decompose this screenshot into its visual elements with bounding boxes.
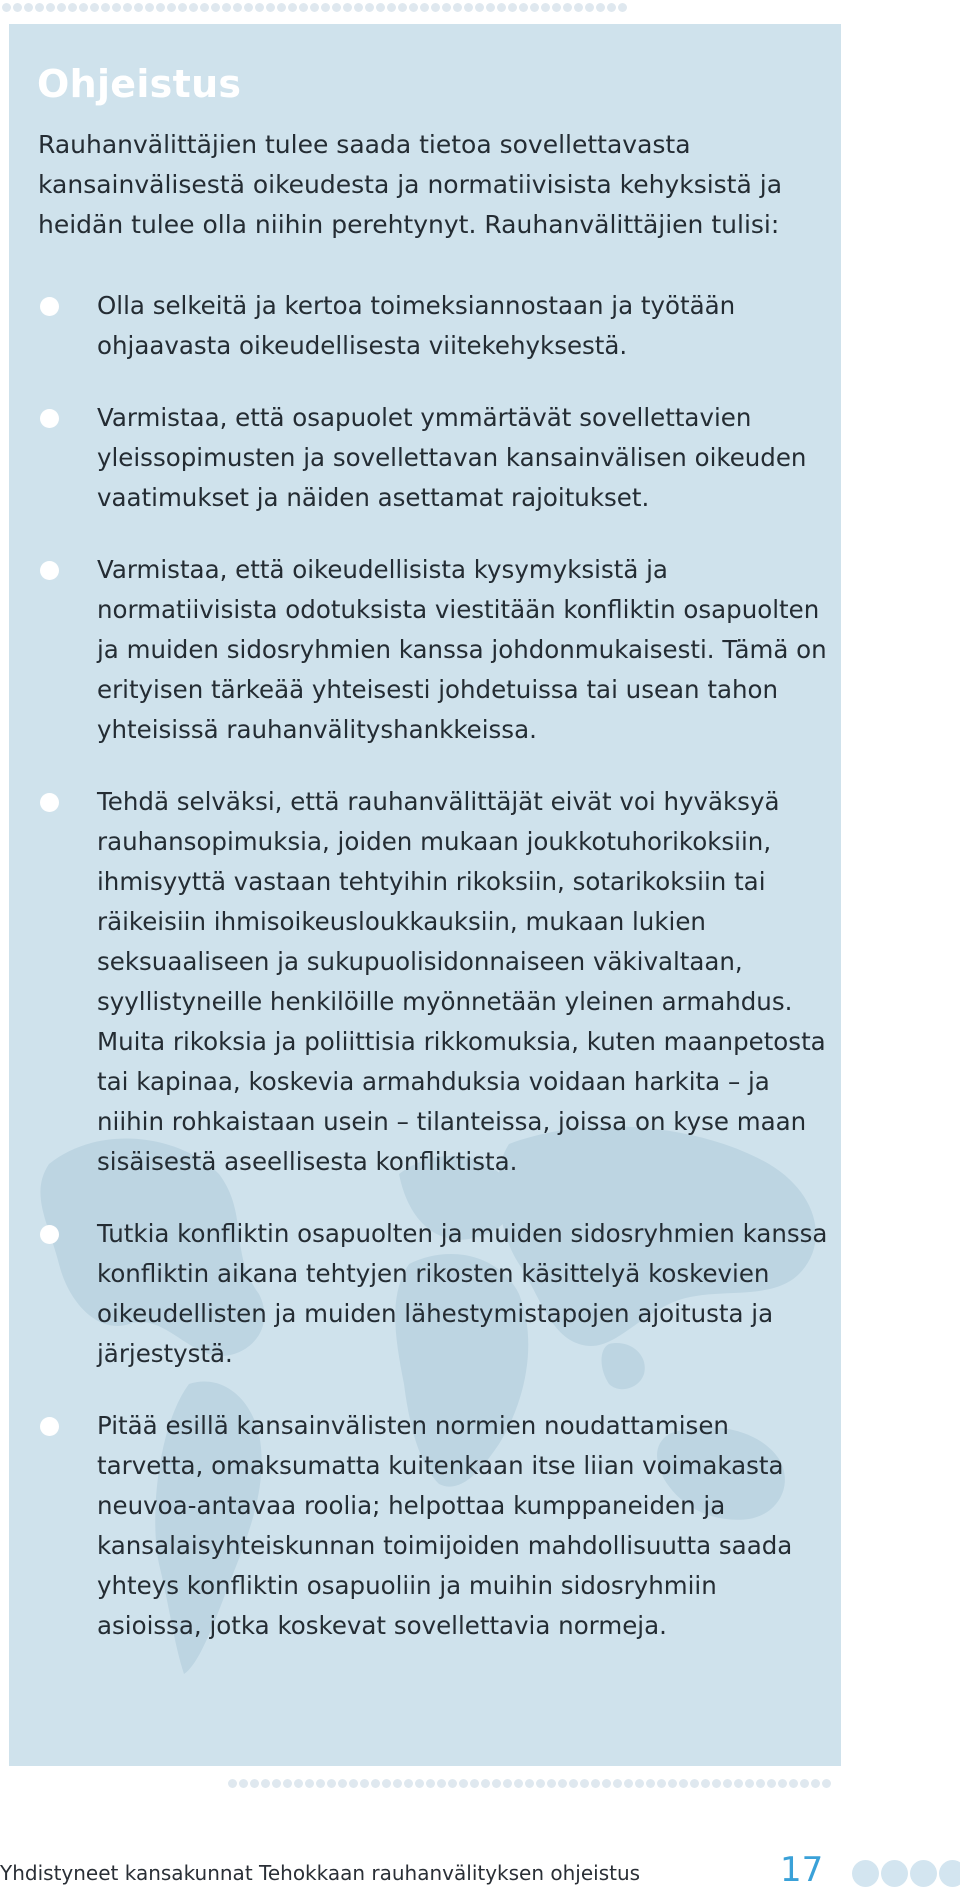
bullet-icon xyxy=(40,1417,59,1436)
decorative-dot xyxy=(624,1779,633,1788)
page-number: 17 xyxy=(780,1850,824,1890)
decorative-dot xyxy=(822,1779,831,1788)
decorative-dot xyxy=(310,3,319,12)
bullet-icon xyxy=(40,1225,59,1244)
list-item xyxy=(38,782,828,1182)
decorative-dot xyxy=(618,3,627,12)
decorative-dot xyxy=(569,1779,578,1788)
decorative-dot xyxy=(574,3,583,12)
list-item-text: Pitää esillä kansainvälisten normien noudattamisen tarvetta, omaksumatta kuitenkaan itse liian voimakasta neuvoa-antavaa roolia; helpottaa kumppaneiden ja kansalaisyhteiskunnan toimijoiden mahdollisuutta saada yhteys konfliktin osapuoliin ja muihin sidosryhmiin asioissa, jotka koskevat sovellettavia normeja. xyxy=(97,1411,793,1640)
decorative-dot xyxy=(635,1779,644,1788)
decorative-dot xyxy=(321,3,330,12)
decorative-dot xyxy=(244,3,253,12)
decorative-dot xyxy=(46,3,55,12)
decorative-dot xyxy=(563,3,572,12)
decorative-dot xyxy=(343,3,352,12)
decorative-dot xyxy=(305,1779,314,1788)
decorative-dot xyxy=(283,1779,292,1788)
decorative-dot xyxy=(349,1779,358,1788)
decorative-dot xyxy=(464,3,473,12)
decorative-dot xyxy=(222,3,231,12)
decorative-dot xyxy=(57,3,66,12)
decorative-dot xyxy=(668,1779,677,1788)
decorative-dot xyxy=(178,3,187,12)
decorative-dot xyxy=(112,3,121,12)
list-item-text: Tehdä selväksi, että rauhanvälittäjät eivät voi hyväksyä rauhansopimuksia, joiden mukaan joukkotuhorikoksiin, ihmisyyttä vastaan tehtyihin rikoksiin, sotarikoksiin tai räikeisiin ihmisoikeusloukkauksiin, mukaan lukien seksuaaliseen ja sukupuolisidonnaiseen väkivaltaan, syyllistyneille henkilöille myönnetään yleinen armahdus. Muita rikoksia ja poliittisia rikkomuksia, kuten maanpetosta tai kapinaa, koskevia armahduksia voidaan harkita – ja niihin rohkaistaan usein – tilanteissa, joissa on kyse maan sisäisestä aseellisesta konfliktista. xyxy=(97,787,826,1176)
decorative-dot xyxy=(365,3,374,12)
guidance-list xyxy=(38,286,828,1678)
guidance-panel xyxy=(9,24,841,1766)
decorative-dot xyxy=(255,3,264,12)
decorative-dot xyxy=(79,3,88,12)
decorative-dot xyxy=(514,1779,523,1788)
footer-dot-row xyxy=(852,1860,960,1887)
decorative-dot xyxy=(541,3,550,12)
decorative-dot xyxy=(811,1779,820,1788)
decorative-dot xyxy=(156,3,165,12)
publication-title: Yhdistyneet kansakunnat Tehokkaan rauhanvälityksen ohjeistus xyxy=(0,1861,641,1885)
decorative-dot xyxy=(778,1779,787,1788)
decorative-dot xyxy=(596,3,605,12)
decorative-dot xyxy=(585,3,594,12)
decorative-dot xyxy=(800,1779,809,1788)
decorative-dot xyxy=(420,3,429,12)
decorative-dot xyxy=(492,1779,501,1788)
decorative-dot xyxy=(13,3,22,12)
list-item xyxy=(38,1214,828,1374)
decorative-dot xyxy=(211,3,220,12)
decorative-dot xyxy=(448,1779,457,1788)
decorative-dot xyxy=(525,1779,534,1788)
decorative-dot xyxy=(327,1779,336,1788)
decorative-dot xyxy=(701,1779,710,1788)
decorative-dot xyxy=(789,1779,798,1788)
decorative-dot xyxy=(272,1779,281,1788)
decorative-dot xyxy=(723,1779,732,1788)
decorative-dot xyxy=(382,1779,391,1788)
list-item xyxy=(38,1406,828,1646)
decorative-dot xyxy=(852,1860,879,1887)
decorative-dot xyxy=(552,3,561,12)
decorative-dot xyxy=(437,1779,446,1788)
decorative-dot xyxy=(35,3,44,12)
decorative-dot xyxy=(426,1779,435,1788)
list-item-text: Olla selkeitä ja kertoa toimeksiannostaan ja työtään ohjaavasta oikeudellisesta viitekehyksestä. xyxy=(97,291,736,360)
decorative-dot xyxy=(294,1779,303,1788)
decorative-dot xyxy=(734,1779,743,1788)
decorative-dot xyxy=(387,3,396,12)
decorative-dot xyxy=(360,1779,369,1788)
decorative-dot xyxy=(299,3,308,12)
decorative-dot xyxy=(415,1779,424,1788)
decorative-dot xyxy=(607,3,616,12)
decorative-dot xyxy=(613,1779,622,1788)
decorative-dot xyxy=(646,1779,655,1788)
decorative-dot xyxy=(558,1779,567,1788)
decorative-dot xyxy=(398,3,407,12)
decorative-dot xyxy=(24,3,33,12)
decorative-dot xyxy=(409,3,418,12)
list-item-text: Tutkia konfliktin osapuolten ja muiden sidosryhmien kanssa konfliktin aikana tehtyjen rikosten käsittelyä koskevien oikeudellisten ja muiden lähestymistapojen ajoitusta ja järjestystä. xyxy=(97,1219,828,1368)
decorative-dot xyxy=(690,1779,699,1788)
decorative-dot xyxy=(939,1860,960,1887)
decorative-dot xyxy=(530,3,539,12)
decorative-dot xyxy=(404,1779,413,1788)
decorative-dot xyxy=(712,1779,721,1788)
decorative-dot xyxy=(266,3,275,12)
decorative-dot xyxy=(442,3,451,12)
decorative-dot xyxy=(288,3,297,12)
decorative-dot xyxy=(431,3,440,12)
decorative-dot xyxy=(239,1779,248,1788)
decorative-dot xyxy=(756,1779,765,1788)
decorative-dot xyxy=(393,1779,402,1788)
decorative-dot xyxy=(503,1779,512,1788)
decorative-dot xyxy=(745,1779,754,1788)
bullet-icon xyxy=(40,297,59,316)
decorative-dot xyxy=(371,1779,380,1788)
decorative-dot xyxy=(910,1860,937,1887)
bullet-icon xyxy=(40,409,59,428)
decorative-dot xyxy=(475,3,484,12)
decorative-dot xyxy=(332,3,341,12)
decorative-dot xyxy=(2,3,11,12)
decorative-dot xyxy=(167,3,176,12)
intro-paragraph: Rauhanvälittäjien tulee saada tietoa sovellettavasta kansainvälisestä oikeudesta ja normatiivisista kehyksistä ja heidän tulee olla niihin perehtynyt. Rauhanvälittäjien tulisi: xyxy=(38,130,783,239)
decorative-dot xyxy=(338,1779,347,1788)
bullet-icon xyxy=(40,561,59,580)
list-item-text: Varmistaa, että osapuolet ymmärtävät sovellettavien yleissopimusten ja sovellettavan kansainvälisen oikeuden vaatimukset ja näiden asettamat rajoitukset. xyxy=(97,403,807,512)
decorative-dot xyxy=(508,3,517,12)
decorative-dot xyxy=(189,3,198,12)
top-dot-row xyxy=(2,3,627,12)
decorative-dot xyxy=(497,3,506,12)
decorative-dot xyxy=(123,3,132,12)
decorative-dot xyxy=(481,1779,490,1788)
panel-title: Ohjeistus xyxy=(37,62,242,106)
decorative-dot xyxy=(657,1779,666,1788)
list-item xyxy=(38,398,828,518)
decorative-dot xyxy=(881,1860,908,1887)
decorative-dot xyxy=(277,3,286,12)
list-item xyxy=(38,550,828,750)
decorative-dot xyxy=(536,1779,545,1788)
decorative-dot xyxy=(376,3,385,12)
decorative-dot xyxy=(200,3,209,12)
decorative-dot xyxy=(679,1779,688,1788)
decorative-dot xyxy=(486,3,495,12)
decorative-dot xyxy=(101,3,110,12)
decorative-dot xyxy=(228,1779,237,1788)
decorative-dot xyxy=(145,3,154,12)
decorative-dot xyxy=(233,3,242,12)
decorative-dot xyxy=(519,3,528,12)
bottom-dot-row xyxy=(228,1779,831,1788)
decorative-dot xyxy=(547,1779,556,1788)
list-item xyxy=(38,286,828,366)
decorative-dot xyxy=(591,1779,600,1788)
list-item-text: Varmistaa, että oikeudellisista kysymyksistä ja normatiivisista odotuksista viestitään konfliktin osapuolten ja muiden sidosryhmien kanssa johdonmukaisesti. Tämä on erityisen tärkeää yhteisesti johdetuissa tai usean tahon yhteisissä rauhanvälityshankkeissa. xyxy=(97,555,827,744)
decorative-dot xyxy=(767,1779,776,1788)
decorative-dot xyxy=(68,3,77,12)
decorative-dot xyxy=(470,1779,479,1788)
decorative-dot xyxy=(134,3,143,12)
decorative-dot xyxy=(250,1779,259,1788)
decorative-dot xyxy=(459,1779,468,1788)
decorative-dot xyxy=(453,3,462,12)
decorative-dot xyxy=(354,3,363,12)
decorative-dot xyxy=(602,1779,611,1788)
decorative-dot xyxy=(316,1779,325,1788)
bullet-icon xyxy=(40,793,59,812)
decorative-dot xyxy=(90,3,99,12)
decorative-dot xyxy=(580,1779,589,1788)
decorative-dot xyxy=(261,1779,270,1788)
